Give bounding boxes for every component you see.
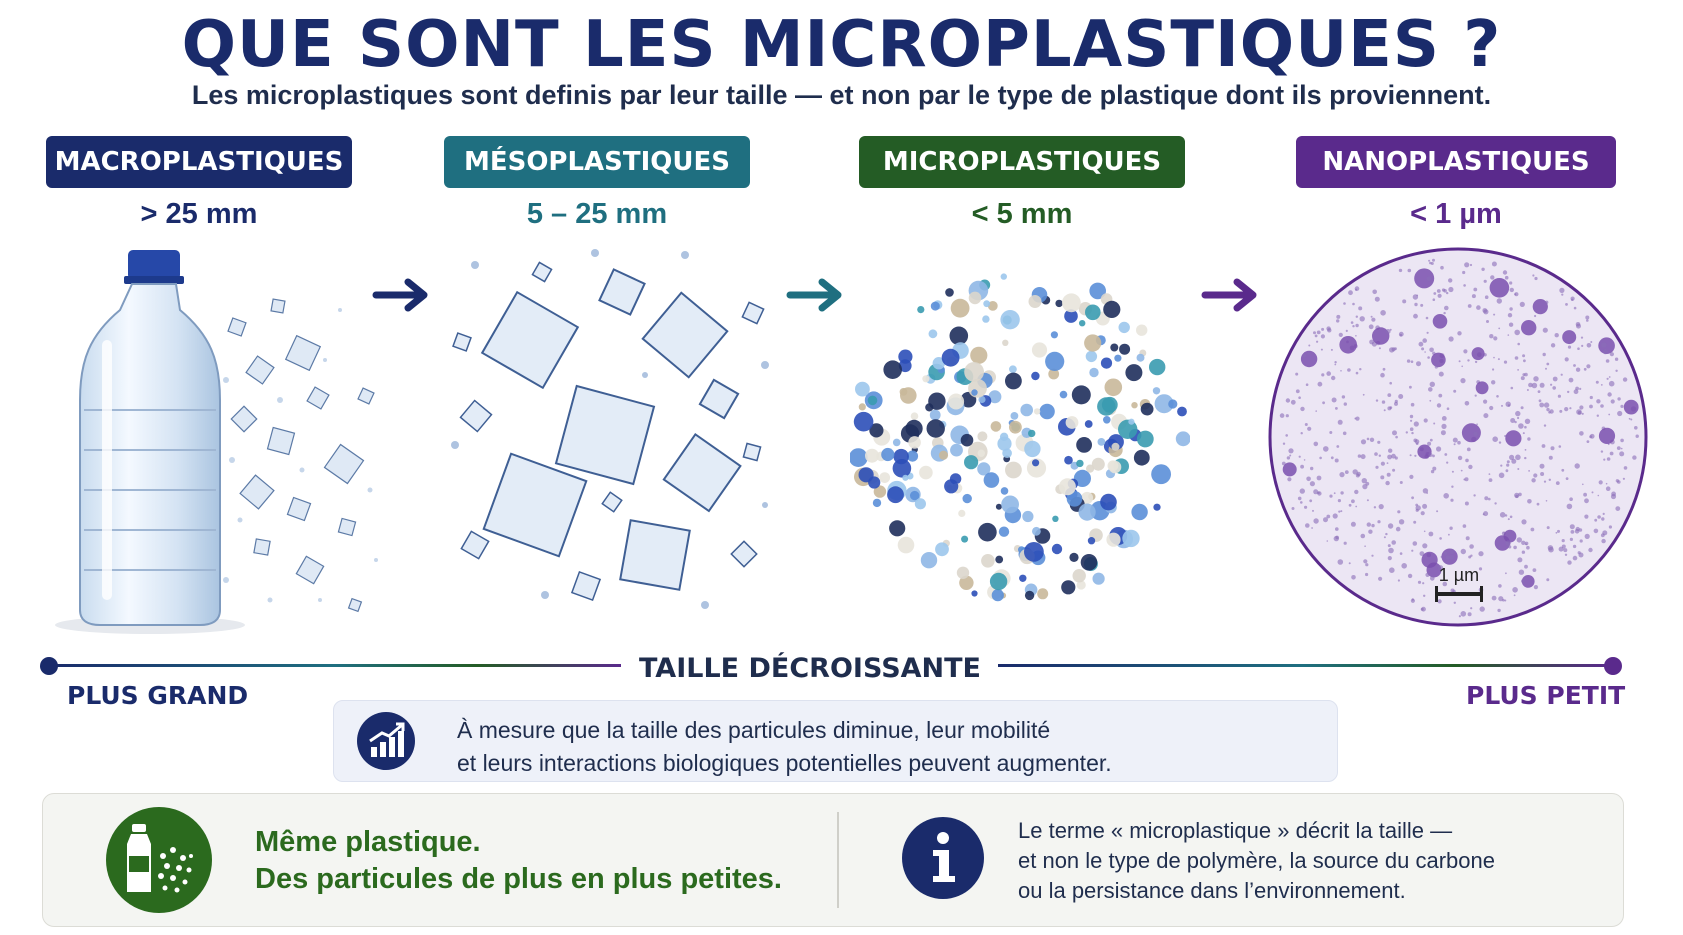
page-title: QUE SONT LES MICROPLASTIQUES ? [181,8,1502,82]
mesoplastic-fragments-illustration [445,245,775,625]
category-badge-nano: NANOPLASTIQUES [1296,136,1616,188]
bottle-particles-icon [105,806,213,914]
summary-right-line1: Le terme « microplastique » décrit la taille — [1018,818,1453,843]
info-icon [901,816,985,900]
category-size-micro: < 5 mm [971,198,1073,230]
axis-label-smaller: PLUS PETIT [1466,681,1626,710]
axis-title: TAILLE DÉCROISSANTE [638,653,981,684]
arrow-micro-to-nano-icon [1201,276,1263,314]
category-badge-meso: MÉSOPLASTIQUES [444,136,750,188]
scale-bar-label: 1 µm [1438,565,1480,585]
summary-left-line1: Même plastique. [255,826,481,858]
chart-growth-icon [356,711,416,771]
panel-divider [837,812,839,908]
category-size-nano: < 1 µm [1410,198,1502,230]
mobility-info-line2: et leurs interactions biologiques potentielles peuvent augmenter. [457,750,1112,776]
category-size-meso: 5 – 25 mm [526,198,668,230]
axis-label-larger: PLUS GRAND [67,681,249,710]
bottle-fragmenting-illustration [40,240,400,640]
nanoplastic-magnified-circle [1268,245,1652,635]
summary-left-line2: Des particules de plus en plus petites. [255,863,782,895]
mobility-info-box [333,700,1338,782]
mobility-info-line1: À mesure que la taille des particules diminue, leur mobilité [457,717,1051,743]
arrow-meso-to-micro-icon [786,276,848,314]
arrow-macro-to-meso-icon [372,276,434,314]
category-size-macro: > 25 mm [140,198,258,230]
category-badge-macro: MACROPLASTIQUES [46,136,352,188]
microplastic-beads-illustration [850,245,1190,625]
page-subtitle: Les microplastiques sont definis par leur taille — et non par le type de plastique dont ils proviennent. [191,80,1492,110]
summary-right-line2: et non le type de polymère, la source du carbone [1018,848,1495,873]
category-badge-micro: MICROPLASTIQUES [859,136,1185,188]
summary-panel [42,793,1624,927]
summary-right-line3: ou la persistance dans l’environnement. [1018,878,1406,903]
